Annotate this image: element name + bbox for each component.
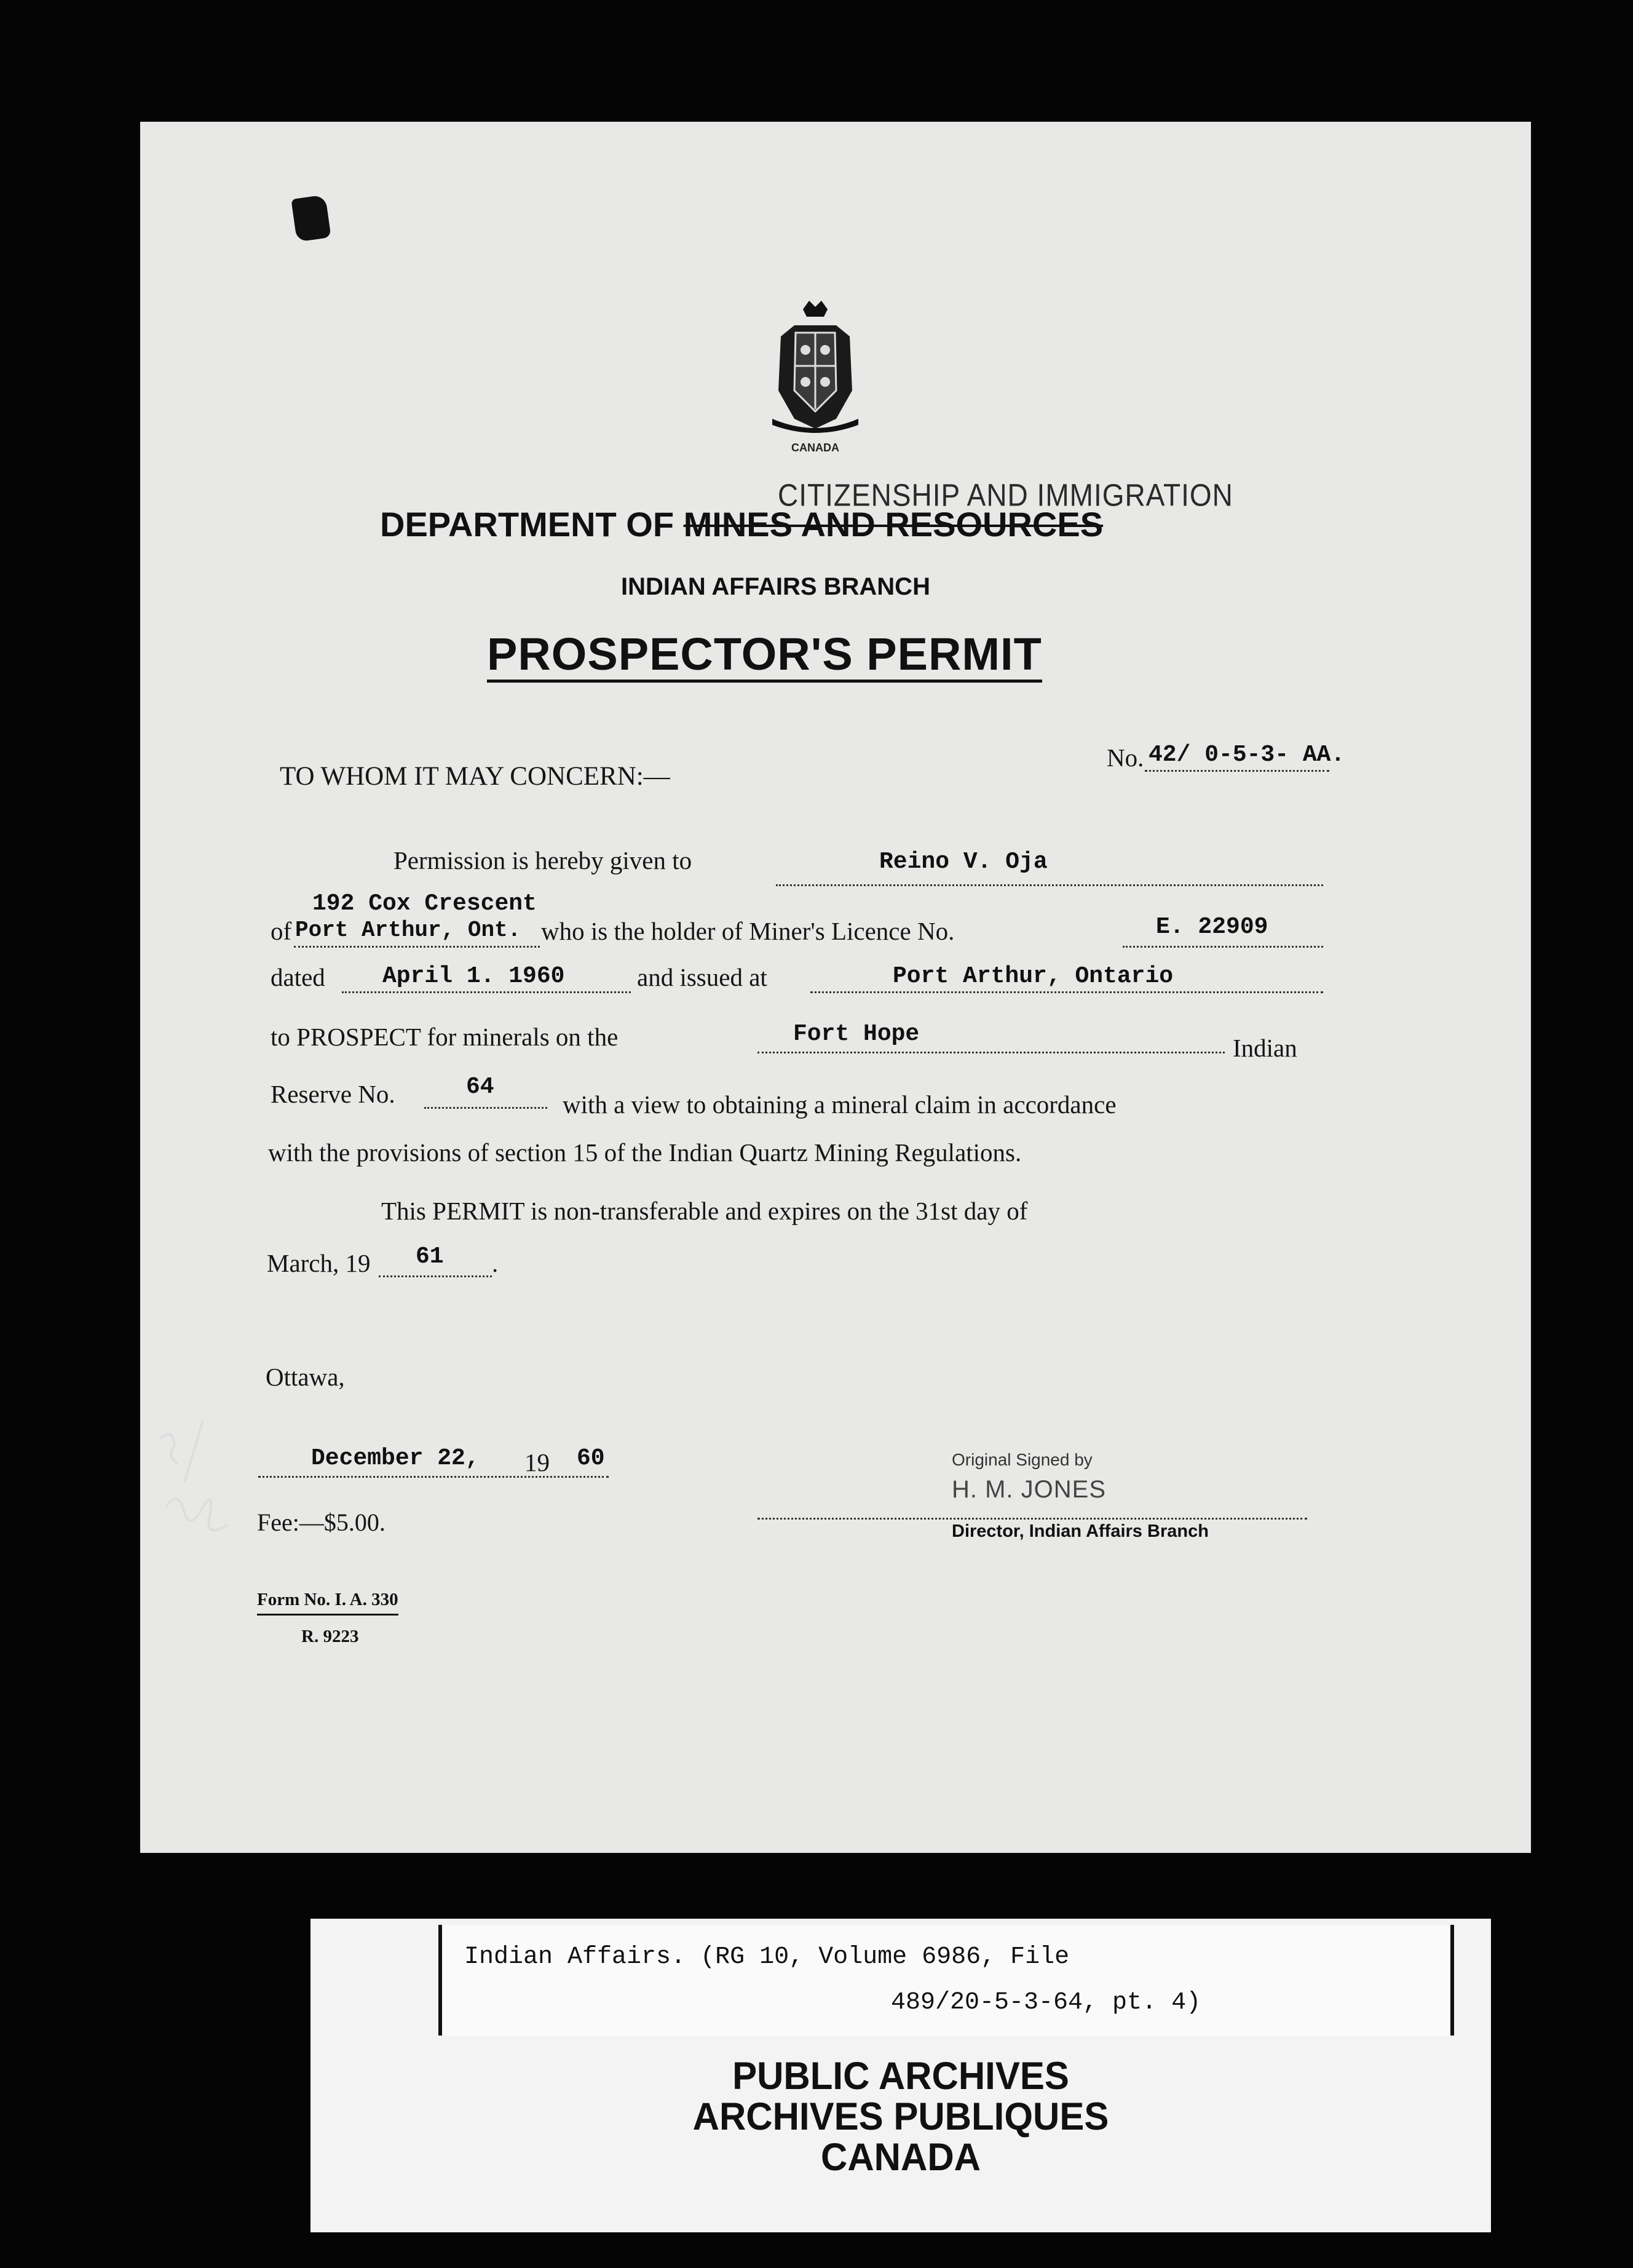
archive-name-english: PUBLIC ARCHIVES <box>732 2054 1069 2098</box>
issue-date-century: 19 <box>524 1448 550 1477</box>
reserve-number: 64 <box>466 1074 494 1100</box>
grantee-address: 192 Cox Crescent <box>312 890 537 917</box>
issued-at: Port Arthur, Ontario <box>893 963 1174 989</box>
crest-label: CANADA <box>791 442 839 454</box>
issue-date-month-day: December 22, <box>311 1445 480 1472</box>
reserve-name: Fort Hope <box>793 1021 920 1047</box>
punch-hole-mark <box>291 194 331 242</box>
department-stamp: CITIZENSHIP AND IMMIGRATION <box>778 477 1233 513</box>
licence-date-line <box>342 991 631 993</box>
issue-date-line <box>258 1476 609 1478</box>
permit-no-line <box>1145 770 1329 772</box>
grantee-name: Reino V. Oja <box>879 849 1048 875</box>
handwritten-initials-mark <box>148 1414 240 1550</box>
provisions-text: with the provisions of section 15 of the Indian Quartz Mining Regulations. <box>268 1138 1022 1167</box>
department-prefix: DEPARTMENT OF <box>380 505 674 544</box>
expiry-year: 61 <box>416 1243 444 1270</box>
prospect-text: to PROSPECT for minerals on the <box>271 1023 619 1051</box>
licence-line <box>1123 946 1323 948</box>
form-number: Form No. I. A. 330 <box>257 1590 398 1616</box>
indian-label: Indian <box>1233 1034 1297 1062</box>
archive-country: CANADA <box>821 2135 981 2179</box>
permit-no-value: 42/ 0-5-3- AA. <box>1149 742 1345 768</box>
permit-no-label: No. <box>1107 743 1144 772</box>
issued-at-line <box>810 991 1323 993</box>
licence-date: April 1. 1960 <box>382 963 565 989</box>
expiry-prefix: March, 19 <box>267 1249 371 1277</box>
salutation: TO WHOM IT MAY CONCERN:— <box>280 762 670 791</box>
expiry-period: . <box>492 1249 499 1277</box>
signature-line <box>757 1518 1307 1520</box>
archive-reference-line-2: 489/20-5-3-64, pt. 4) <box>891 1989 1201 2016</box>
department-heading <box>380 504 1103 544</box>
archive-label-card <box>310 1919 1491 2232</box>
town-line <box>294 946 540 948</box>
reserve-name-line <box>757 1052 1225 1053</box>
signatory-name: H. M. JONES <box>952 1476 1107 1503</box>
grantee-line <box>776 884 1323 886</box>
issue-date-year: 60 <box>577 1445 605 1472</box>
document-title: PROSPECTOR'S PERMIT <box>487 630 1042 683</box>
reserve-no-line <box>424 1107 547 1109</box>
coat-of-arms-icon <box>760 298 871 434</box>
fee: Fee:—$5.00. <box>257 1509 386 1536</box>
holder-text: who is the holder of Miner's Licence No. <box>541 917 955 945</box>
signature-note: Original Signed by <box>952 1450 1093 1469</box>
archive-reference-line-1: Indian Affairs. (RG 10, Volume 6986, File <box>464 1943 1070 1971</box>
form-revision: R. 9223 <box>301 1627 359 1646</box>
permission-text: Permission is hereby given to <box>393 846 692 874</box>
branch-heading: INDIAN AFFAIRS BRANCH <box>621 573 930 600</box>
archive-name-french: ARCHIVES PUBLIQUES <box>692 2095 1109 2138</box>
expiry-year-line <box>379 1275 492 1277</box>
signatory-title: Director, Indian Affairs Branch <box>952 1521 1209 1541</box>
of-label: of <box>271 917 292 945</box>
archive-reference-card <box>438 1925 1454 2036</box>
licence-number: E. 22909 <box>1156 914 1268 940</box>
view-text: with a view to obtaining a mineral claim in accordance <box>563 1090 1117 1119</box>
expiry-text: This PERMIT is non-transferable and expires on the 31st day of <box>381 1197 1028 1225</box>
struck-department-name: MINES AND RESOURCES <box>683 505 1104 544</box>
reserve-no-label: Reserve No. <box>271 1080 395 1108</box>
place-of-issue: Ottawa, <box>266 1363 345 1391</box>
grantee-town: Port Arthur, Ont. <box>295 918 521 943</box>
issued-text: and issued at <box>637 963 767 991</box>
dated-label: dated <box>271 963 325 991</box>
